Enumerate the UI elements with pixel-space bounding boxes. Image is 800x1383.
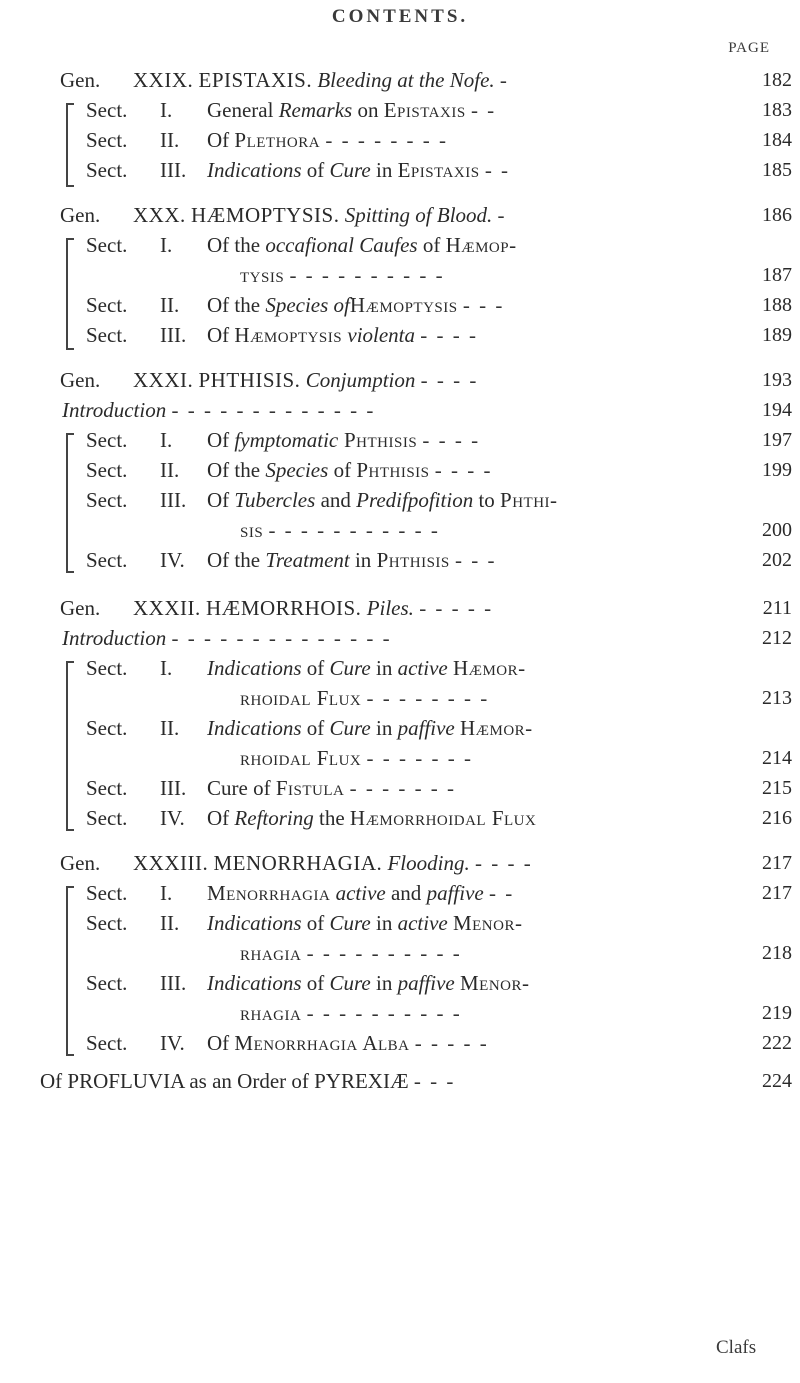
section-title: Of the Species of Phthisis - - - - (207, 458, 493, 482)
genus-heading (0, 365, 800, 395)
page-number: 218 (762, 942, 792, 964)
page-number: 186 (762, 204, 792, 226)
genus-english-name: Piles. (366, 596, 414, 620)
section-label: Sect. (86, 716, 128, 740)
section-numeral: I. (160, 428, 173, 452)
section-numeral: III. (160, 323, 187, 347)
section-entry (0, 125, 800, 155)
genus-title (133, 65, 509, 95)
section-continuation (0, 683, 800, 713)
section-title: General Remarks on Epistaxis - - (207, 98, 497, 122)
section-entry (0, 320, 800, 350)
section-continuation (0, 260, 800, 290)
leader-dashes: - - - - - - - - - - (306, 1001, 462, 1025)
section-title-continued: sis - - - - - - - - - - - (240, 518, 440, 542)
leader-dashes: - (499, 68, 509, 92)
section-entry (0, 878, 800, 908)
section-label: Sect. (86, 881, 128, 905)
page-number: 185 (762, 159, 792, 181)
introduction-label: Introduction - - - - - - - - - - - - - - (62, 626, 392, 650)
section-title: Of the occafional Caufes of Hæmop- (207, 233, 517, 257)
genus-title (133, 200, 507, 230)
section-title: Cure of Fistula - - - - - - - (207, 776, 457, 800)
page-number: 216 (762, 807, 792, 829)
leader-dashes: - - (488, 881, 515, 905)
genus-heading (0, 593, 800, 623)
section-numeral: II. (160, 716, 180, 740)
section-entry (0, 155, 800, 185)
section-title-continued: tysis - - - - - - - - - - (240, 263, 445, 287)
page-number: 224 (762, 1070, 792, 1092)
leader-dashes: - - - - - - - - - - - - - (171, 398, 376, 422)
section-label: Sect. (86, 776, 128, 800)
genus-english-name: Spitting of Blood. (344, 203, 493, 227)
page-number: 200 (762, 519, 792, 541)
genus-english-name: Flooding. (387, 851, 470, 875)
section-entry (0, 95, 800, 125)
leader-dashes: - - - - - (419, 596, 494, 620)
leader-dashes: - (497, 203, 507, 227)
genus-title (133, 848, 533, 878)
section-entry (0, 968, 800, 998)
page-number: 183 (762, 99, 792, 121)
leader-dashes: - - - - - - - - - - (306, 941, 462, 965)
section-numeral: I. (160, 656, 173, 680)
section-title: Of Hæmoptysis violenta - - - - (207, 323, 479, 347)
section-numeral: III. (160, 488, 187, 512)
section-continuation (0, 998, 800, 1028)
page-number: 184 (762, 129, 792, 151)
leader-dashes: - - - - - - - - (366, 686, 490, 710)
section-numeral: IV. (160, 1031, 185, 1055)
section-numeral: I. (160, 98, 173, 122)
genus-label: Gen. (60, 368, 101, 392)
section-numeral: III. (160, 776, 187, 800)
genus-numeral: XXXII. (133, 596, 201, 620)
section-numeral: III. (160, 971, 187, 995)
section-label: Sect. (86, 911, 128, 935)
page-number: 187 (762, 264, 792, 286)
section-label: Sect. (86, 233, 128, 257)
leader-dashes: - - (470, 98, 497, 122)
section-label: Sect. (86, 428, 128, 452)
section-numeral: II. (160, 911, 180, 935)
section-label: Sect. (86, 98, 128, 122)
section-title: Of Reftoring the Hæmorrhoidal Flux (207, 806, 537, 830)
section-title-continued: rhoidal Flux - - - - - - - - (240, 686, 490, 710)
page-number: 217 (762, 882, 792, 904)
section-entry (0, 545, 800, 575)
section-label: Sect. (86, 548, 128, 572)
leader-dashes: - - - - - - - - - - - - - - (171, 626, 392, 650)
section-numeral: I. (160, 233, 173, 257)
section-label: Sect. (86, 971, 128, 995)
section-entry (0, 653, 800, 683)
section-label: Sect. (86, 806, 128, 830)
section-title: Indications of Cure in Epistaxis - - (207, 158, 511, 182)
section-title-continued: rhagia - - - - - - - - - - (240, 1001, 462, 1025)
leader-dashes: - - - - (474, 851, 533, 875)
leader-dashes: - - (484, 158, 511, 182)
section-numeral: II. (160, 293, 180, 317)
page-number: 222 (762, 1032, 792, 1054)
page-number: 197 (762, 429, 792, 451)
section-title: Of fymptomatic Phthisis - - - - (207, 428, 481, 452)
section-title: Of Plethora - - - - - - - - (207, 128, 449, 152)
section-numeral: I. (160, 881, 173, 905)
page-number: 213 (762, 687, 792, 709)
leader-dashes: - - - (462, 293, 505, 317)
leader-dashes: - - - - - - - - - - (289, 263, 445, 287)
page-number: 194 (762, 399, 792, 421)
introduction-entry (0, 395, 800, 425)
section-numeral: IV. (160, 806, 185, 830)
section-title: Indications of Cure in paffive Menor- (207, 971, 530, 995)
genus-heading (0, 848, 800, 878)
genus-label: Gen. (60, 596, 101, 620)
section-continuation (0, 515, 800, 545)
section-title: Of Menorrhagia Alba - - - - - (207, 1031, 489, 1055)
page-number: 182 (762, 69, 792, 91)
section-entry (0, 908, 800, 938)
genus-heading (0, 200, 800, 230)
section-title: Indications of Cure in active Menor- (207, 911, 523, 935)
section-label: Sect. (86, 323, 128, 347)
section-label: Sect. (86, 458, 128, 482)
page-column-label: PAGE (728, 40, 770, 56)
page-number: 217 (762, 852, 792, 874)
section-label: Sect. (86, 158, 128, 182)
genus-name: EPISTAXIS. (198, 68, 313, 92)
section-label: Sect. (86, 128, 128, 152)
genus-numeral: XXX. (133, 203, 186, 227)
leader-dashes: - - - - (422, 428, 481, 452)
page-number: 219 (762, 1002, 792, 1024)
introduction-label: Introduction - - - - - - - - - - - - - (62, 398, 376, 422)
section-title: Menorrhagia active and paffive - - (207, 881, 515, 905)
genus-numeral: XXIX. (133, 68, 194, 92)
section-entry (0, 713, 800, 743)
section-numeral: IV. (160, 548, 185, 572)
section-entry (0, 455, 800, 485)
section-numeral: II. (160, 458, 180, 482)
leader-dashes: - - - - - - - (349, 776, 457, 800)
section-continuation (0, 743, 800, 773)
leader-dashes: - - - (413, 1069, 456, 1093)
genus-name: MENORRHAGIA. (213, 851, 383, 875)
leader-dashes: - - - - (420, 368, 479, 392)
page-number: 188 (762, 294, 792, 316)
page-number: 211 (762, 597, 792, 619)
section-continuation (0, 938, 800, 968)
genus-english-name: Bleeding at the Nofe. (317, 68, 495, 92)
leader-dashes: - - - - - - - - - - - (268, 518, 440, 542)
genus-numeral: XXXIII. (133, 851, 209, 875)
section-title: Of Tubercles and Predifpofition to Phthi- (207, 488, 558, 512)
section-title: Of the Treatment in Phthisis - - - (207, 548, 497, 572)
leader-dashes: - - - (455, 548, 497, 572)
section-entry (0, 485, 800, 515)
page-number: 215 (762, 777, 792, 799)
section-entry (0, 425, 800, 455)
running-head: CONTENTS. (331, 6, 469, 27)
leader-dashes: - - - - - - - (366, 746, 473, 770)
genus-label: Gen. (60, 68, 101, 92)
page-number: 193 (762, 369, 792, 391)
section-entry (0, 803, 800, 833)
genus-name: PHTHISIS. (198, 368, 301, 392)
section-label: Sect. (86, 1031, 128, 1055)
section-label: Sect. (86, 293, 128, 317)
section-entry (0, 290, 800, 320)
genus-numeral: XXXI. (133, 368, 194, 392)
page-number: 214 (762, 747, 792, 769)
section-title-continued: rhoidal Flux - - - - - - - (240, 746, 473, 770)
genus-heading (0, 65, 800, 95)
section-title: Indications of Cure in paffive Hæmor- (207, 716, 533, 740)
page-number: 189 (762, 324, 792, 346)
genus-name: HÆMOPTYSIS. (191, 203, 340, 227)
leader-dashes: - - - - - (414, 1031, 489, 1055)
leader-dashes: - - - - (434, 458, 493, 482)
section-entry (0, 230, 800, 260)
page-number: 212 (762, 627, 792, 649)
genus-label: Gen. (60, 851, 101, 875)
section-title: Of the Species ofHæmoptysis - - - (207, 293, 505, 317)
genus-title (133, 593, 493, 623)
catchword: Clafs (716, 1337, 757, 1358)
order-entry (0, 1066, 800, 1096)
genus-title (133, 365, 478, 395)
section-title-continued: rhagia - - - - - - - - - - (240, 941, 462, 965)
genus-english-name: Conjumption (305, 368, 416, 392)
section-label: Sect. (86, 656, 128, 680)
section-label: Sect. (86, 488, 128, 512)
section-entry (0, 1028, 800, 1058)
section-numeral: III. (160, 158, 187, 182)
leader-dashes: - - - - - - - - (325, 128, 449, 152)
introduction-entry (0, 623, 800, 653)
genus-label: Gen. (60, 203, 101, 227)
genus-name: HÆMORRHOIS. (205, 596, 362, 620)
page-number: 202 (762, 549, 792, 571)
page-number: 199 (762, 459, 792, 481)
section-numeral: II. (160, 128, 180, 152)
section-title: Indications of Cure in active Hæmor- (207, 656, 526, 680)
order-title: Of PROFLUVIA as an Order of PYREXIÆ - - - (40, 1069, 456, 1093)
leader-dashes: - - - - (420, 323, 479, 347)
section-entry (0, 773, 800, 803)
